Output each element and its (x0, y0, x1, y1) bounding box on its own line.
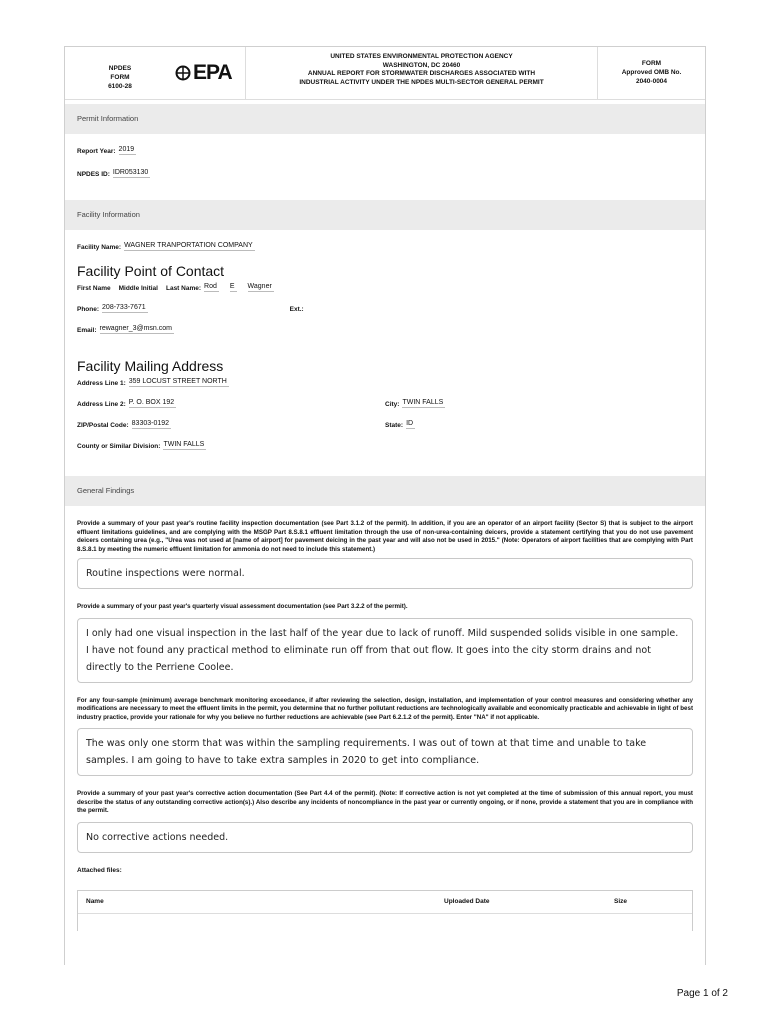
contact-heading: Facility Point of Contact (77, 263, 225, 279)
answer-corrective-action: No corrective actions needed. (77, 822, 693, 853)
npdes-id-row: NPDES ID: IDR053130 (77, 169, 149, 178)
question-routine-inspection: Provide a summary of your past year's routine facility inspection documentation (see Part 3.1.2 of the permit). In addition, if you are an operator of an airport facility (Sector S) that is subject to the airport effluent limitations guidelines, and are complying with the MSGP Part 8.S.8.1 effluent limitation through the use of non-urea-containing deicers, provide a statement certifying that you do not use pavement deicers containing urea (e.g., "Urea was not used at [name of airport] for pavement deicing in the past year and will also not be used in 2015." (Note: Operators of airport facilities that are complying with Part 8.S.8.1 by meeting the numeric effluent limitation for ammonia do not need to include this statement.) (77, 520, 693, 553)
col-name: Name (86, 898, 104, 905)
npdes-id-value: IDR053130 (112, 169, 149, 176)
report-year-row: Report Year: 2019 (77, 146, 135, 155)
answer-routine-inspection: Routine inspections were normal. (77, 558, 693, 589)
findings-section-band: General Findings (65, 476, 705, 506)
answer-visual-assessment: I only had one visual inspection in the last half of the year due to lack of runoff. Mild suspended solids visible in one sample. I have not found any practical method to eliminate run off from that out flow. It goes into the city storm drains and not directly to the Perriene Coolee. (77, 618, 693, 683)
omb-approval: FORM Approved OMB No. 2040-0004 (621, 60, 682, 85)
zip-state-row: ZIP/Postal Code: 83303-0192 State: ID (77, 420, 414, 429)
email-value: rewagner_3@msn.com (99, 325, 172, 332)
state-value: ID (406, 420, 414, 427)
col-size: Size (614, 898, 628, 905)
address-line2-value: P. O. BOX 192 (128, 399, 175, 406)
attached-files-table (77, 890, 693, 931)
address-line1-value: 359 LOCUST STREET NORTH (128, 378, 227, 385)
address-line1-row: Address Line 1: 359 LOCUST STREET NORTH (77, 378, 227, 387)
agency-title: UNITED STATES ENVIRONMENTAL PROTECTION AGENCY WASHINGTON, DC 20460 ANNUAL REPORT FOR STORMWATER DISCHARGES ASSOCIATED WITH INDUSTRIAL ACTIVITY UNDER THE NPDES MULTI-SECTOR GENERAL PERMIT (245, 47, 598, 99)
email-row: Email: rewagner_3@msn.com (77, 325, 172, 334)
facility-section-band: Facility Information (65, 200, 705, 230)
report-year-value: 2019 (118, 146, 135, 153)
county-row: County or Similar Division: TWIN FALLS (77, 441, 205, 450)
facility-name-value: WAGNER TRANPORTATION COMPANY (124, 242, 253, 249)
epa-flower-icon (175, 65, 191, 81)
permit-section-band: Permit Information (65, 104, 705, 134)
contact-name-row: First Name Middle Initial Last Name: Rod E Wagner (77, 283, 272, 292)
question-benchmark: For any four-sample (minimum) average benchmark monitoring exceedance, if after reviewing the selection, design, installation, and implementation of your control measures and considering whether any modifications are necessary to meet the effluent limits in the permit, you determine that no further pollutant reductions are technologically available and economically practicable and achievable in light of best industry practice, provide your rationale for why you believe no further reductions are achievable (see Part 6.2.1.2 of the permit). Enter "NA" if not applicable. (77, 696, 693, 721)
answer-benchmark: The was only one storm that was within the sampling requirements. I was out of town at that time and unable to take samples. I am going to have to take extra samples in 2020 to get into compliance. (77, 728, 693, 776)
phone-value: 208-733-7671 (102, 304, 146, 311)
facility-name-row: Facility Name: WAGNER TRANPORTATION COMPANY (77, 242, 253, 251)
report-page (64, 46, 706, 965)
form-header (65, 47, 705, 100)
city-value: TWIN FALLS (402, 399, 444, 406)
middle-initial-value: E (229, 283, 235, 290)
epa-logo: EPA (175, 47, 245, 99)
last-name-value: Wagner (247, 283, 272, 290)
question-visual-assessment: Provide a summary of your past year's quarterly visual assessment documentation (see Part 3.2.2 of the permit). (77, 603, 408, 610)
form-id: NPDES FORM 6100-28 (108, 65, 132, 90)
question-corrective-action: Provide a summary of your past year's corrective action documentation (See Part 4.4 of the permit). (Note: If corrective action is not yet completed at the time of submission of this annual report, you must describe the status of any outstanding corrective action(s).) Also describe any incidents of noncompliance in the past year or currently ongoing, or if none, provide a statement that you are in compliance with the permit. (77, 790, 693, 814)
phone-row: Phone: 208-733-7671 Ext.: (77, 304, 304, 313)
table-header (78, 891, 692, 914)
address-line2-row: Address Line 2: P. O. BOX 192 City: TWIN FALLS (77, 399, 444, 408)
col-uploaded-date: Uploaded Date (444, 898, 490, 905)
attached-files-label: Attached files: (77, 866, 122, 874)
zip-value: 83303-0192 (131, 420, 170, 427)
page-number: Page 1 of 2 (676, 988, 728, 999)
first-name-value: Rod (204, 283, 217, 290)
county-value: TWIN FALLS (163, 441, 205, 448)
mailing-heading: Facility Mailing Address (77, 358, 224, 374)
